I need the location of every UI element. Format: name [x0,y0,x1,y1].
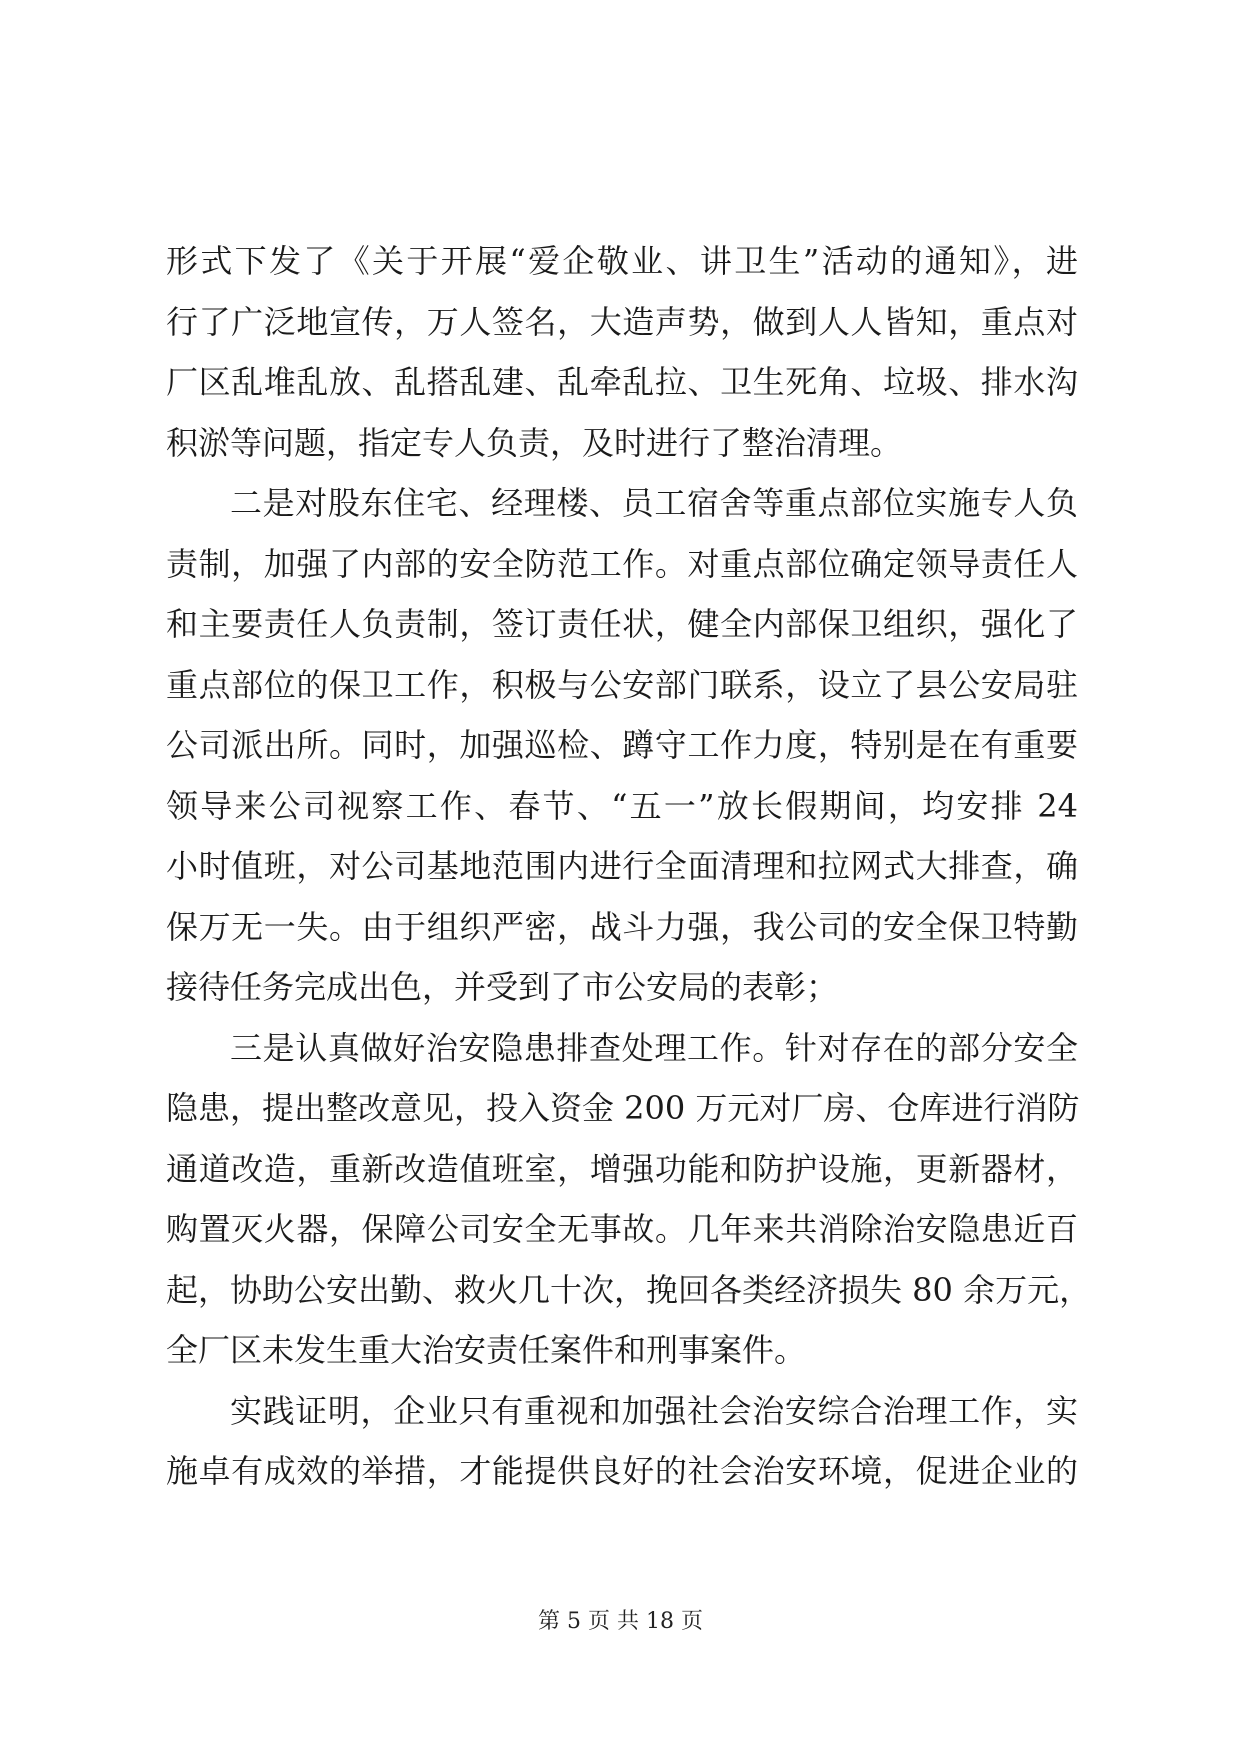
paragraph-line: 小时值班，对公司基地范围内进行全面清理和拉网式大排查，确 [166,847,1078,885]
paragraph-line: 公司派出所。同时，加强巡检、蹲守工作力度，特别是在有重要 [166,726,1078,764]
page-footer: 第 5 页 共 18 页 [538,1609,703,1634]
paragraph-line: 厂区乱堆乱放、乱搭乱建、乱牵乱拉、卫生死角、垃圾、排水沟 [166,363,1078,401]
paragraph-line: 行了广泛地宣传，万人签名，大造声势，做到人人皆知，重点对 [166,302,1078,341]
paragraph-line: 保万无一失。由于组织严密，战斗力强，我公司的安全保卫特勤 [166,907,1078,946]
paragraph-line: 购置灭火器，保障公司安全无事故。几年来共消除治安隐患近百 [166,1210,1078,1248]
paragraph-line: 隐患，提出整改意见，投入资金 200 万元对厂房、仓库进行消防 [166,1089,1080,1127]
paragraph-line: 施卓有成效的举措，才能提供良好的社会治安环境，促进企业的 [166,1452,1078,1490]
paragraph-line: 形式下发了《关于开展“爱企敬业、讲卫生”活动的通知》，进 [166,242,1078,280]
paragraph-line: 积淤等问题，指定专人负责，及时进行了整治清理。 [166,423,903,462]
paragraph-line: 接待任务完成出色，并受到了市公安局的表彰； [166,968,839,1006]
paragraph-line: 重点部位的保卫工作，积极与公安部门联系，设立了县公安局驻 [166,665,1078,704]
paragraph-line: 实践证明，企业只有重视和加强社会治安综合治理工作，实 [230,1391,1078,1430]
paragraph-line: 二是对股东住宅、经理楼、员工宿舍等重点部位实施专人负 [230,484,1078,522]
document-body [166,231,1092,1502]
paragraph-line: 责制，加强了内部的安全防范工作。对重点部位确定领导责任人 [166,544,1078,583]
paragraph-line: 全厂区未发生重大治安责任案件和刑事案件。 [166,1331,807,1369]
paragraph-line: 和主要责任人负责制，签订责任状，健全内部保卫组织，强化了 [166,605,1078,643]
paragraph-line: 通道改造，重新改造值班室，增强功能和防护设施，更新器材， [166,1149,1078,1188]
paragraph-line: 起，协助公安出勤、救火几十次，挽回各类经济损失 80 余万元， [166,1270,1092,1309]
paragraph-line: 三是认真做好治安隐患排查处理工作。针对存在的部分安全 [230,1028,1078,1067]
paragraph-line: 领导来公司视察工作、春节、“五一”放长假期间，均安排 24 [166,786,1078,825]
